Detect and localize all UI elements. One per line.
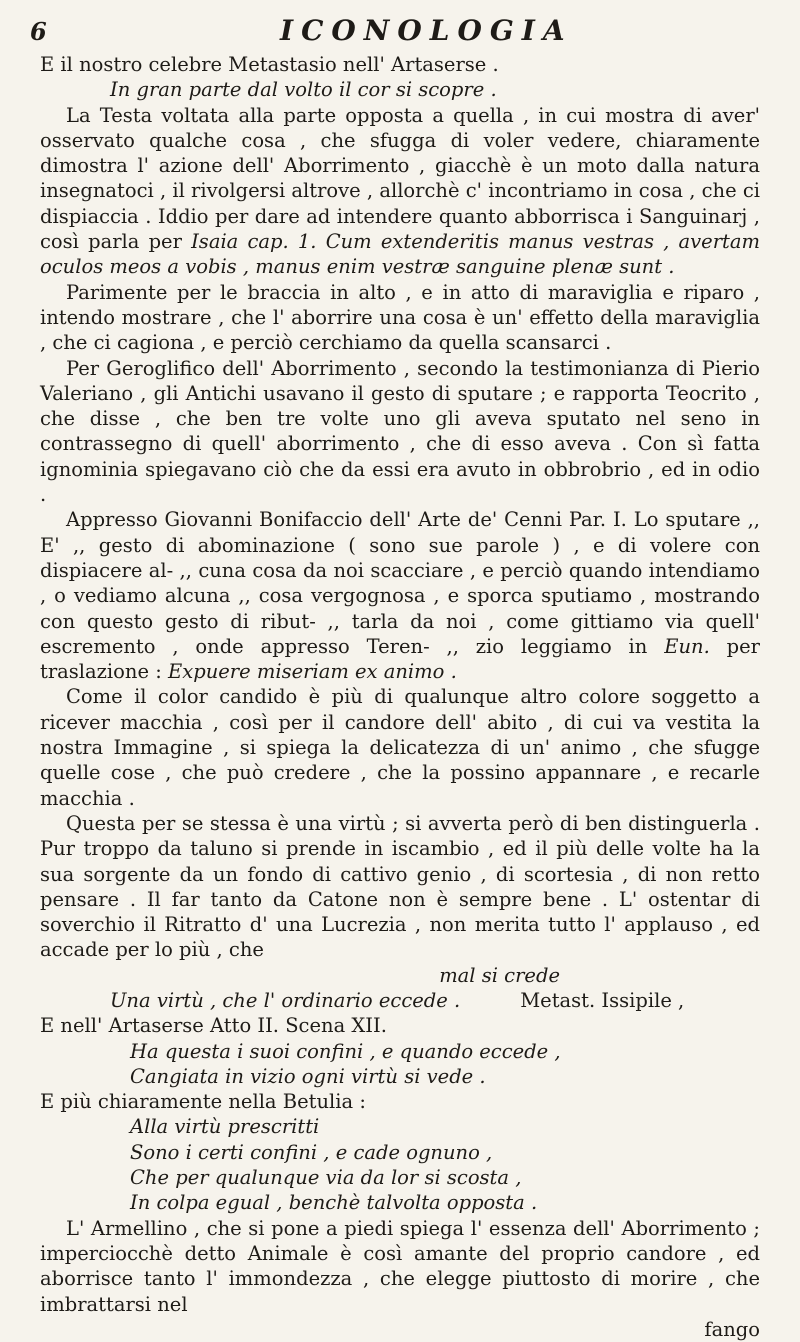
quote-verse: Che per qualunque via da lor si scosta ,: [130, 1166, 522, 1190]
citation: Eun.: [664, 634, 710, 658]
source-line: E nell' Artaserse Atto II. Scena XII.: [40, 1014, 387, 1038]
paragraph-ermine: L' Armellino , che si pone a piedi spiega l' essenza dell' Aborrimento ; imperciocchè detto Animale è così amante del proprio candore , ed aborrisce tanto l' immondezza , che elegge piuttosto di morire , che imbrattarsi nel: [40, 1216, 760, 1316]
running-title: ICONOLOGIA: [280, 14, 573, 47]
quote-verse: Sono i certi confini , e cade ognuno ,: [130, 1140, 493, 1164]
verse-source: Metast. Issipile ,: [520, 988, 685, 1012]
source-line: E più chiaramente nella Betulia :: [40, 1090, 366, 1114]
quote-verse: In gran parte dal volto il cor si scopre .: [110, 78, 497, 102]
page-header: [30, 14, 760, 48]
quote-verse: In colpa egual , benchè talvolta opposta .: [130, 1191, 538, 1215]
paragraph-text: La Testa voltata alla parte opposta a quella , in cui mostra di aver' osservato qualche cosa , che sfugga di voler vedere, chiaramente dimostra l' azione dell' Aborrimento , giacchè è un moto dalla natura insegnatoci , il rivolgersi altrove , allorchè c' incontriamo in cosa , che ci dispiaccia . Iddio per dare ad intendere quanto abborrisca i Sanguinarj , così parla per: [40, 103, 760, 254]
latin-quote: Expuere miseriam ex animo .: [167, 660, 457, 684]
catchword: fango: [704, 1317, 760, 1341]
latin-quote: Cum extenderitis manus vestras , avertam oculos meos a vobis , manus enim vestræ sanguine plenæ sunt .: [40, 230, 760, 279]
paragraph-virtue: Questa per se stessa è una virtù ; si avverta però di ben distinguerla . Pur troppo da taluno si prende in iscambio , ed il più delle volte ha la sua sorgente da un fondo di cattivo genio , di scortesia , di non retto pensare . Il far tanto da Catone non è sempre bene . L' ostentar di soverchio il Ritratto d' una Lucrezia , non merita tutto l' applauso , ed accade per lo più , che: [40, 811, 760, 962]
quote-verse: mal si crede: [439, 963, 560, 987]
paragraph-arms: Parimente per le braccia in alto , e in atto di maraviglia e riparo , intendo mostrare , che l' aborrire una cosa è un' effetto della maraviglia , che ci cagiona , e perciò cerchiamo da quella scansarci .: [40, 280, 760, 355]
paragraph-hieroglyph: Per Geroglifico dell' Aborrimento , secondo la testimonianza di Pierio Valeriano , gli Antichi usavano il gesto di sputare ; e rapporta Teocrito , che disse , che ben tre volte uno gli aveva sputato nel seno in contrassegno di quell' aborrimento , che di esso aveva . Con sì fatta ignominia spiegavano ciò che da essi era avuto in obbrobrio , ed in odio .: [40, 356, 760, 507]
paragraph-candor: Come il color candido è più di qualunque altro colore soggetto a ricever macchia , così per il candore dell' abito , di cui va vestita la nostra Immagine , si spiega la delicatezza di un' animo , che sfugge quelle cose , che può credere , che la possino appannare , e recarle macchia .: [40, 685, 760, 810]
paragraph-text: Appresso Giovanni Bonifaccio dell' Arte de' Cenni Par. I. Lo sputare ,, E' ,, gesto di abominazione ( sono sue parole ) , e di volere con dispiacere al- ,, cuna cosa da noi scacciare , e perciò quando intendiamo , o vediamo alcuna ,, cosa vergognosa , e sporca sputiamo , mostrando con questo gesto di ribut- ,, tarla da noi , come gittiamo via quell' escremento , onde appresso Teren- ,, zio leggiamo in: [40, 508, 760, 658]
paragraph-text: per traslazione :: [40, 634, 760, 684]
quote-verse: Cangiata in vizio ogni virtù si vede .: [130, 1064, 486, 1088]
paragraph-head: [40, 103, 760, 280]
citation: Isaia cap. 1.: [191, 230, 317, 254]
intro-line: E il nostro celebre Metastasio nell' Artaserse .: [40, 53, 499, 76]
quote-verse: Ha questa i suoi confini , e quando eccede ,: [130, 1039, 561, 1063]
page-number: 6: [30, 17, 47, 46]
body-text: [40, 52, 760, 1342]
paragraph-bonifaccio: [40, 507, 760, 684]
quote-verse: Alla virtù prescritti: [130, 1115, 320, 1139]
quote-verse: [40, 988, 760, 1013]
verse-text: Una virtù , che l' ordinario eccede .: [110, 988, 461, 1012]
